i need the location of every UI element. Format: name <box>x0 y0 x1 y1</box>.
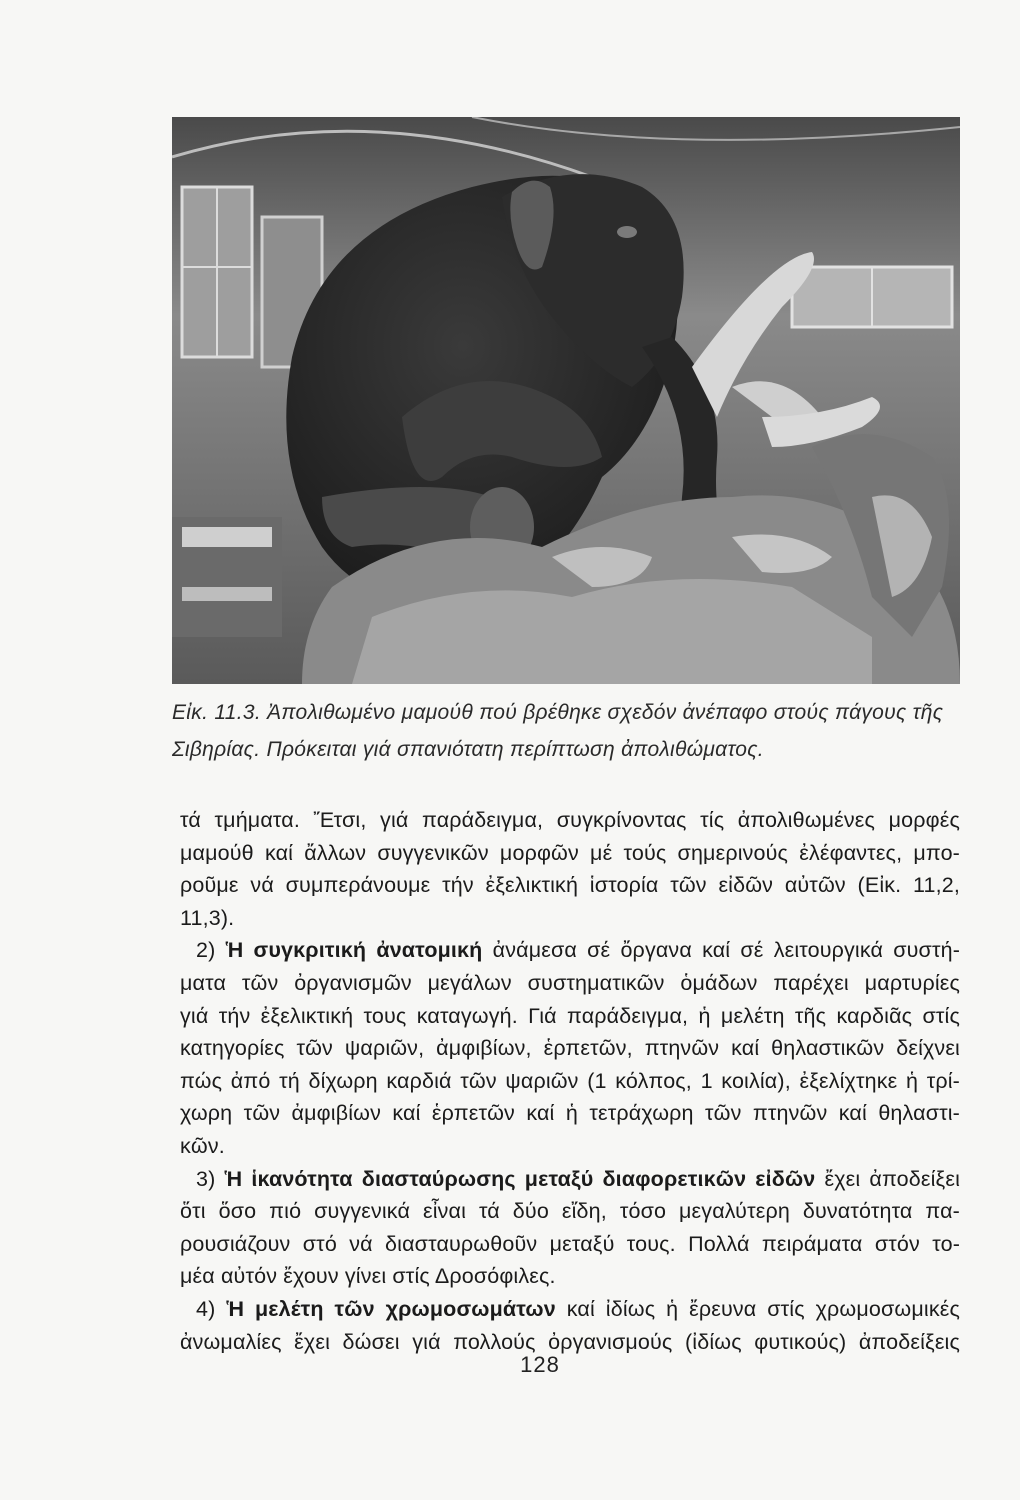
text-line: ὅτι ὅσο πιό συγγενικά εἶναι τά δύο εἴδη, τόσο μεγαλύτερη δυνατότητα πα- <box>180 1199 960 1224</box>
list-number: 3) <box>196 1166 225 1191</box>
text-line: μαμούθ καί ἄλλων συγγενικῶν μορφῶν μέ τούς σημερινούς ἐλέφαντες, μπο- <box>180 840 960 865</box>
text-line: κατηγορίες τῶν ψαριῶν, ἀμφιβίων, ἑρπετῶν, πτηνῶν καί θηλαστικῶν δείχνει <box>180 1036 960 1061</box>
bold-term: Ἡ ἱκανότητα διασταύρωσης μεταξύ διαφορετικῶν εἰδῶν <box>224 1166 816 1191</box>
list-number: 2) <box>196 938 226 963</box>
line-rest: ἔχει ἀποδείξει <box>815 1166 960 1191</box>
caption-line: Εἰκ. 11.3. Ἀπολιθωμένο μαμούθ πού βρέθηκε σχεδόν ἀνέπαφο στούς πάγους τῆς <box>172 701 944 724</box>
text-line: ματα τῶν ὀργανισμῶν μεγάλων συστηματικῶν ὁμάδων παρέχει μαρτυρίες <box>180 970 960 995</box>
mammoth-photo-drawing <box>172 117 960 684</box>
text-line: ροῦμε νά συμπεράνουμε τήν ἐξελικτική ἱστορία τῶν εἰδῶν αὐτῶν (Εἰκ. 11,2, <box>180 873 960 898</box>
text-line: μέα αὐτόν ἔχουν γίνει στίς Δροσόφιλες. <box>180 1264 556 1289</box>
bold-term: Ἡ μελέτη τῶν χρωμοσωμάτων <box>226 1296 556 1321</box>
text-line: κῶν. <box>180 1133 225 1158</box>
text-line: ρουσιάζουν στό νά διασταυρωθοῦν μεταξύ τους. Πολλά πειράματα στόν το- <box>180 1231 960 1256</box>
text-line: 11,3). <box>180 905 235 930</box>
body-text <box>180 804 960 1358</box>
line-rest: ἀνάμεσα σέ ὄργανα καί σέ λειτουργικά συστή- <box>482 938 961 963</box>
paragraph-2-first-line <box>180 934 960 967</box>
list-number: 4) <box>196 1296 227 1321</box>
figure-caption <box>172 694 972 768</box>
page-number: 128 <box>520 1352 560 1377</box>
bold-term: Ἡ συγκριτική ἀνατομική <box>225 938 483 963</box>
caption-line: Σιβηρίας. Πρόκειται γιά σπανιότατη περίπτωση ἀπολιθώματος. <box>172 738 764 761</box>
text-line: χωρη τῶν ἀμφιβίων καί ἑρπετῶν καί ἡ τετράχωρη τῶν πτηνῶν καί θηλαστι- <box>180 1101 960 1126</box>
paragraph-3-first-line <box>180 1163 960 1196</box>
text-line: τά τμήματα. Ἔτσι, γιά παράδειγμα, συγκρίνοντας τίς ἀπολιθωμένες μορφές <box>180 808 960 832</box>
line-rest: καί ἰδίως ἡ ἔρευνα στίς χρωμοσωμικές <box>555 1296 960 1321</box>
text-line: πώς ἀπό τή δίχωρη καρδιά τῶν ψαριῶν (1 κόλπος, 1 κοιλία), ἐξελίχτηκε ἡ τρί- <box>180 1068 960 1093</box>
text-line: γιά τήν ἐξελικτική τους καταγωγή. Γιά παράδειγμα, ἡ μελέτη τῆς καρδιᾶς στίς <box>180 1003 960 1028</box>
mammoth-photo <box>172 117 960 684</box>
paragraph-4-first-line <box>180 1293 960 1326</box>
text-line: ἀνωμαλίες ἔχει δώσει γιά πολλούς ὀργανισμούς (ἰδίως φυτικούς) ἀποδείξεις <box>180 1329 960 1354</box>
